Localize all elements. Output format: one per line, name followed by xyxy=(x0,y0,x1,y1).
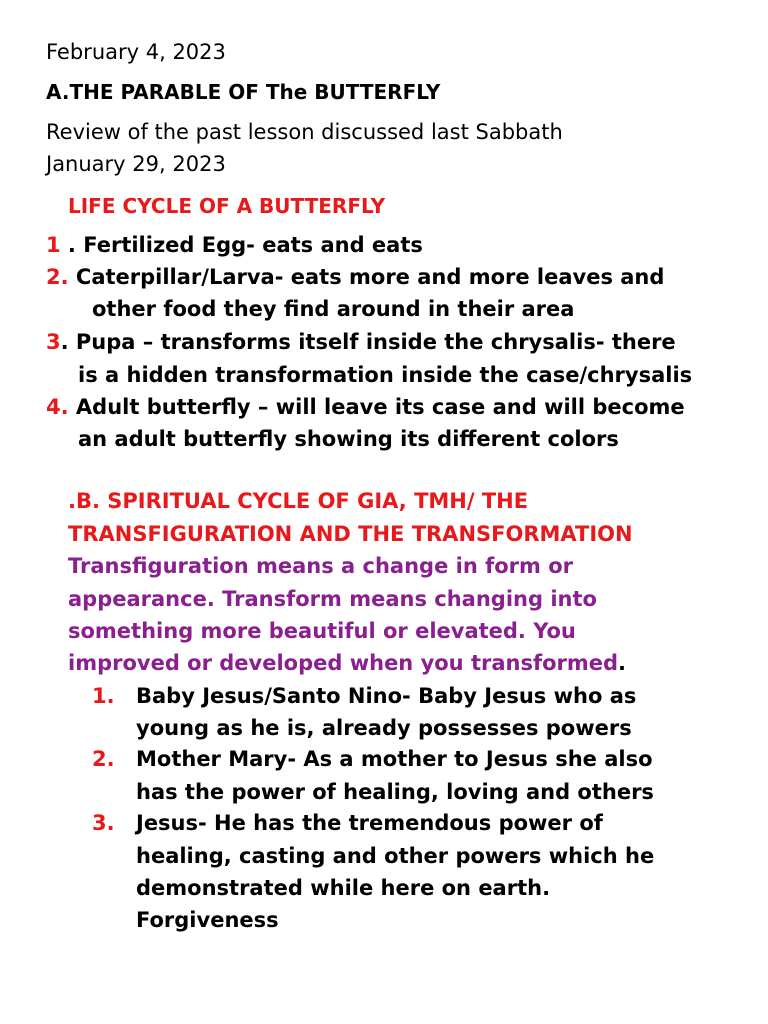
review-line-2: January 29, 2023 xyxy=(46,152,226,176)
list-item-text: Baby Jesus/Santo Nino- Baby Jesus who as xyxy=(136,684,637,708)
list-item-continuation: healing, casting and other powers which he xyxy=(136,844,655,868)
definition-line: appearance. Transform means changing into xyxy=(68,587,597,611)
list-item-number: 3 xyxy=(46,330,61,354)
list-item-text: Jesus- He has the tremendous power of xyxy=(136,811,603,835)
list-item-continuation: an adult butterfly showing its different colors xyxy=(78,427,619,451)
document-date: February 4, 2023 xyxy=(46,40,226,64)
list-item-number: 2. xyxy=(92,747,115,771)
list-item-continuation: young as he is, already possesses powers xyxy=(136,716,632,740)
list-item-number: 3. xyxy=(92,811,115,835)
list-item-text: Caterpillar/Larva- eats more and more leaves and xyxy=(68,265,665,289)
list-item-text: Adult butterfly – will leave its case and will become xyxy=(68,395,685,419)
list-item-number: 4. xyxy=(46,395,69,419)
list-item-number: 1. xyxy=(92,684,115,708)
list-item-text: . Fertilized Egg- eats and eats xyxy=(60,233,423,257)
list-item xyxy=(46,231,423,259)
list-item-text: Mother Mary- As a mother to Jesus she also xyxy=(136,747,653,771)
list-item-continuation: is a hidden transformation inside the case/chrysalis xyxy=(78,363,693,387)
review-line-1: Review of the past lesson discussed last Sabbath xyxy=(46,120,563,144)
list-item-continuation: demonstrated while here on earth. xyxy=(136,876,551,900)
document-title: A.THE PARABLE OF The BUTTERFLY xyxy=(46,80,441,104)
list-item-number: 2. xyxy=(46,265,69,289)
list-item-continuation: Forgiveness xyxy=(136,908,279,932)
definition-line: something more beautiful or elevated. You xyxy=(68,619,576,643)
list-item-continuation: other food they find around in their area xyxy=(92,297,575,321)
list-item-text: . Pupa – transforms itself inside the chrysalis- there xyxy=(60,330,676,354)
list-item xyxy=(46,328,676,356)
section-b-heading-line-2: TRANSFIGURATION AND THE TRANSFORMATION xyxy=(68,522,633,546)
definition-line: Transfiguration means a change in form or xyxy=(68,554,573,578)
definition-text: improved or developed when you transformed xyxy=(68,651,619,675)
list-item-continuation: has the power of healing, loving and others xyxy=(136,780,654,804)
definition-line xyxy=(68,649,626,677)
section-a-heading: LIFE CYCLE OF A BUTTERFLY xyxy=(68,194,386,218)
definition-end-period: . xyxy=(618,651,627,675)
list-item xyxy=(46,393,685,421)
section-b-heading-line-1: .B. SPIRITUAL CYCLE OF GIA, TMH/ THE xyxy=(68,489,529,513)
list-item-number: 1 xyxy=(46,233,61,257)
list-item xyxy=(46,263,664,291)
